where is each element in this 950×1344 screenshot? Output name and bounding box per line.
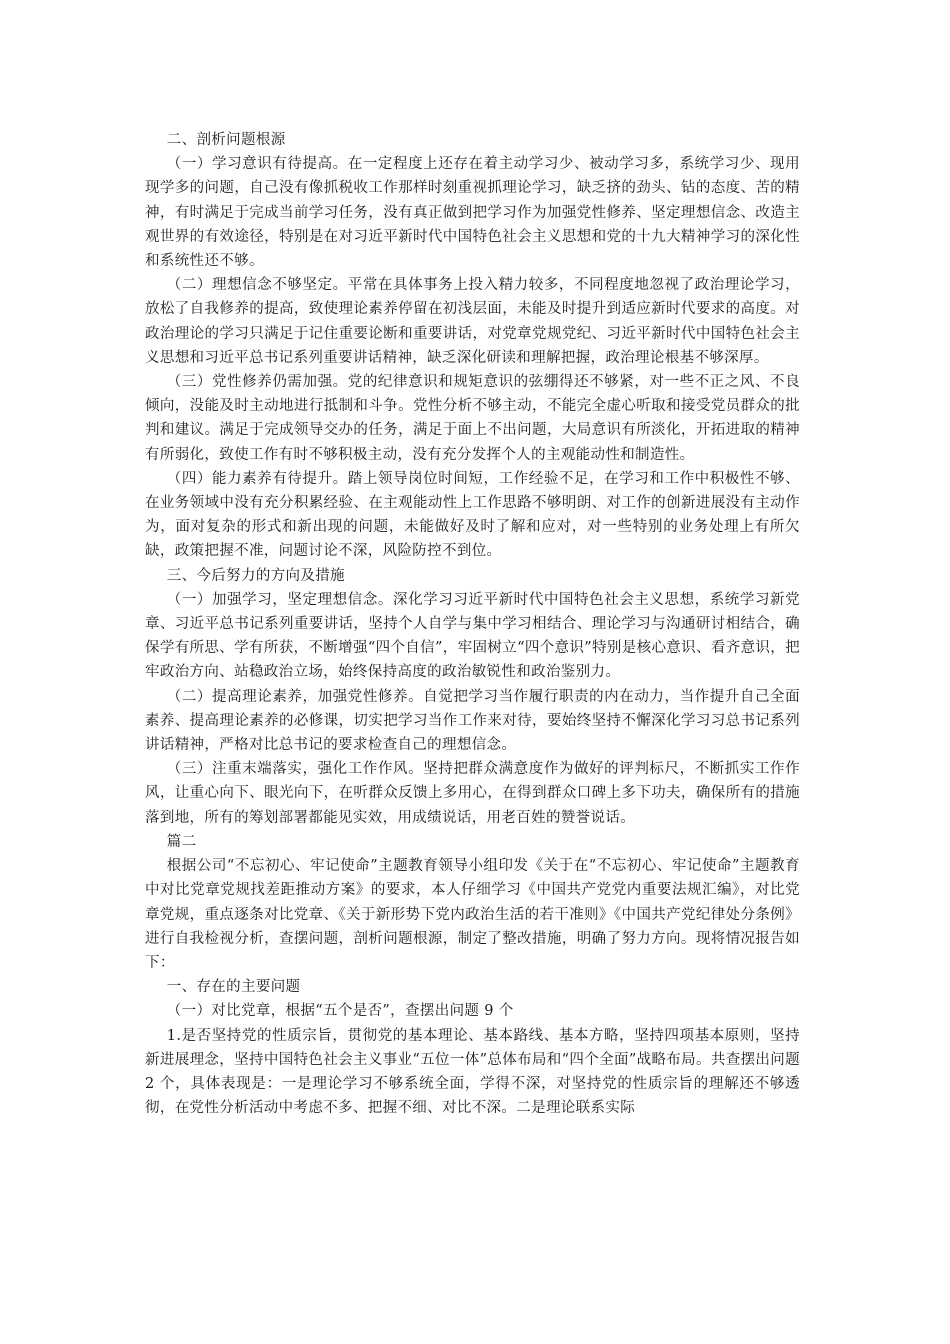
paragraph: （一）加强学习，坚定理想信念。深化学习习近平新时代中国特色社会主义思想，系统学习新党章、习近平总书记系列重要讲话，坚持个人自学与集中学习相结合、理论学习与沟通研讨相结合，确保学有所思、学有所获，不断增强“四个自信”，牢固树立“四个意识”特别是核心意识、看齐意识，把牢政治方向、站稳政治立场，始终保持高度的政治敏锐性和政治鉴别力。 — [145, 591, 800, 681]
section-heading: 一、存在的主要问题 — [166, 979, 301, 996]
section-heading: 篇二 — [166, 833, 197, 850]
section-heading: 二、剖析问题根源 — [166, 132, 286, 148]
paragraph: （二）提高理论素养，加强党性修养。自觉把学习当作履行职责的内在动力，当作提升自己全面素养、提高理论素养的必修课，切实把学习当作工作来对待，要始终坚持不懈深化学习习总书记系列讲话精神，严格对比总书记的要求检查自己的理想信念。 — [145, 688, 800, 754]
paragraph: （一）对比党章，根据“五个是否”，查摆出问题 9 个 — [166, 1003, 514, 1020]
paragraph: （一）学习意识有待提高。在一定程度上还存在着主动学习少、被动学习多，系统学习少、现用现学多的问题，自己没有像抓税收工作那样时刻重视抓理论学习，缺乏挤的劲头、钻的态度、苦的精神，有时满足于完成当前学习任务，没有真正做到把学习作为加强党性修养、坚定理想信念、改造主观世界的有效途径，特别是在对习近平新时代中国特色社会主义思想和党的十九大精神学习的深化性和系统性还不够。 — [145, 156, 800, 270]
paragraph: （二）理想信念不够坚定。平常在具体事务上投入精力较多，不同程度地忽视了政治理论学习，放松了自我修养的提高，致使理论素养停留在初浅层面，未能及时提升到适应新时代要求的高度。对政治理论的学习只满足于记住重要论断和重要讲话，对党章党规党纪、习近平新时代中国特色社会主义思想和习近平总书记系列重要讲话精神，缺乏深化研读和理解把握，政治理论根基不够深厚。 — [145, 277, 800, 366]
document-body — [145, 128, 800, 1120]
paragraph: （三）党性修养仍需加强。党的纪律意识和规矩意识的弦绷得还不够紧，对一些不正之风、不良倾向，没能及时主动地进行抵制和斗争。党性分析不够主动，不能完全虚心听取和接受党员群众的批判和建议。满足于完成领导交办的任务，满足于面上不出问题，大局意识有所淡化，开拓进取的精神有所弱化，致使工作有时不够积极主动，没有充分发挥个人的主观能动性和制造性。 — [145, 374, 800, 463]
paragraph: 1.是否坚持党的性质宗旨，贯彻党的基本理论、基本路线、基本方略，坚持四项基本原则，坚持新进展理念，坚持中国特色社会主义事业“五位一体”总体布局和“四个全面”战略布局。共查摆出问题 2 个，具体表现是：一是理论学习不够系统全面，学得不深，对坚持党的性质宗旨的理解还不够透彻，在党性分析活动中考虑不多、把握不细、对比不深。二是理论联系实际 — [145, 1027, 800, 1117]
paragraph: （三）注重末端落实，强化工作作风。坚持把群众满意度作为做好的评判标尺，不断抓实工作作风，让重心向下、眼光向下，在听群众反馈上多用心，在得到群众口碑上多下功夫，确保所有的措施落到地，所有的筹划部署都能见实效，用成绩说话，用老百姓的赞誉说话。 — [145, 761, 800, 826]
paragraph: （四）能力素养有待提升。踏上领导岗位时间短，工作经验不足，在学习和工作中积极性不够、在业务领域中没有充分积累经验、在主观能动性上工作思路不够明朗、对工作的创新进展没有主动作为，面对复杂的形式和新出现的问题，未能做好及时了解和应对，对一些特别的业务处理上有所欠缺，政策把握不准，问题讨论不深，风险防控不到位。 — [145, 470, 800, 560]
section-heading: 三、今后努力的方向及措施 — [166, 567, 345, 584]
paragraph: 根据公司“不忘初心、牢记使命”主题教育领导小组印发《关于在“不忘初心、牢记使命”主题教育中对比党章党规找差距推动方案》的要求，本人仔细学习《中国共产党党内重要法规汇编》，对比党章党规，重点逐条对比党章、《关于新形势下党内政治生活的若干准则》《中国共产党纪律处分条例》进行自我检视分析，查摆问题，剖析问题根源，制定了整改措施，明确了努力方向。现将情况报告如下： — [145, 858, 800, 971]
